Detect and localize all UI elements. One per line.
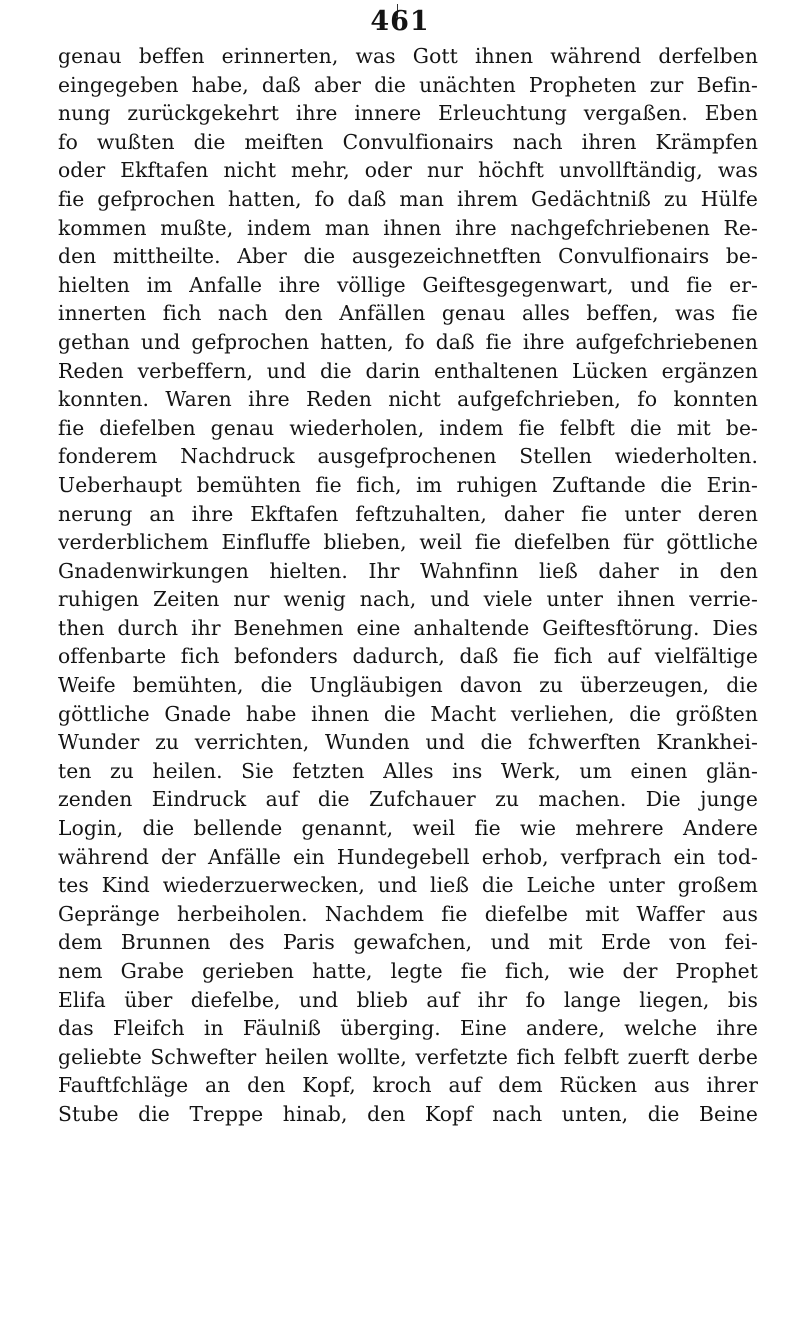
text-line: kommen mußte, indem man ihnen ihre nachgefchriebenen Re- bbox=[58, 215, 758, 240]
text-line: fie gefprochen hatten, fo daß man ihrem Gedächtniß zu Hülfe bbox=[58, 186, 758, 211]
body-text bbox=[58, 42, 758, 1129]
text-line: oder Ekftafen nicht mehr, oder nur höchft unvollftändig, was bbox=[58, 158, 758, 183]
text-line: Fauftfchläge an den Kopf, kroch auf dem Rücken aus ihrer bbox=[58, 1073, 758, 1098]
text-line: ten zu heilen. Sie fetzten Alles ins Werk, um einen glän- bbox=[58, 758, 758, 783]
text-line: Weife bemühten, die Ungläubigen davon zu überzeugen, die bbox=[58, 673, 758, 698]
text-line: Ueberhaupt bemühten fie fich, im ruhigen Zuftande die Erin- bbox=[58, 472, 758, 497]
text-line: während der Anfälle ein Hundegebell erhob, verfprach ein tod- bbox=[58, 844, 758, 869]
page-number: 461 bbox=[370, 6, 430, 37]
text-line: ruhigen Zeiten nur wenig nach, und viele unter ihnen verrie- bbox=[58, 587, 758, 612]
text-line: Wunder zu verrichten, Wunden und die fchwerften Krankhei- bbox=[58, 730, 758, 755]
text-line: den mittheilte. Aber die ausgezeichnetften Convulfionairs be- bbox=[58, 244, 758, 269]
text-line: Gnadenwirkungen hielten. Ihr Wahnfinn ließ daher in den bbox=[58, 558, 758, 583]
text-line: gethan und gefprochen hatten, fo daß fie ihre aufgefchriebenen bbox=[58, 329, 758, 354]
text-line: genau beffen erinnerten, was Gott ihnen während derfelben bbox=[58, 44, 758, 68]
text-line: innerten fich nach den Anfällen genau alles beffen, was fie bbox=[58, 301, 758, 326]
text-line: Gepränge herbeiholen. Nachdem fie diefelbe mit Waffer aus bbox=[58, 901, 758, 926]
text-line: hielten im Anfalle ihre völlige Geiftesgegenwart, und fie er- bbox=[58, 272, 758, 297]
text-line: then durch ihr Benehmen eine anhaltende Geiftesftörung. Dies bbox=[58, 615, 758, 640]
text-line: Login, die bellende genannt, weil fie wie mehrere Andere bbox=[58, 816, 758, 841]
text-line: fo wußten die meiften Convulfionairs nach ihren Krämpfen bbox=[58, 129, 758, 154]
text-line: geliebte Schwefter heilen wollte, verfetzte fich felbft zuerft derbe bbox=[58, 1044, 758, 1069]
text-line: Elifa über diefelbe, und blieb auf ihr fo lange liegen, bis bbox=[58, 987, 758, 1012]
text-line: zenden Eindruck auf die Zufchauer zu machen. Die junge bbox=[58, 787, 758, 812]
text-line: nerung an ihre Ekftafen feftzuhalten, daher fie unter deren bbox=[58, 501, 758, 526]
text-line: nung zurückgekehrt ihre innere Erleuchtung vergaßen. Eben bbox=[58, 101, 758, 126]
text-line: eingegeben habe, daß aber die unächten Propheten zur Befin- bbox=[58, 72, 758, 97]
text-line: göttliche Gnade habe ihnen die Macht verliehen, die größten bbox=[58, 701, 758, 726]
text-line: das Fleifch in Fäulniß überging. Eine andere, welche ihre bbox=[58, 1016, 758, 1041]
text-line: verderblichem Einfluffe blieben, weil fie diefelben für göttliche bbox=[58, 530, 758, 555]
text-line: Reden verbeffern, und die darin enthaltenen Lücken ergänzen bbox=[58, 358, 758, 383]
text-line: tes Kind wiederzuerwecken, und ließ die Leiche unter großem bbox=[58, 873, 758, 898]
text-line: dem Brunnen des Paris gewafchen, und mit Erde von fei- bbox=[58, 930, 758, 955]
text-line: nem Grabe gerieben hatte, legte fie fich, wie der Prophet bbox=[58, 959, 758, 983]
text-line: konnten. Waren ihre Reden nicht aufgefchrieben, fo konnten bbox=[58, 387, 758, 412]
text-line: fonderem Nachdruck ausgefprochenen Stellen wiederholten. bbox=[58, 444, 758, 469]
text-line: offenbarte fich befonders dadurch, daß fie fich auf vielfältige bbox=[58, 644, 758, 669]
text-line: fie diefelben genau wiederholen, indem fie felbft die mit be- bbox=[58, 415, 758, 440]
text-line: Stube die Treppe hinab, den Kopf nach unten, die Beine bbox=[58, 1101, 758, 1126]
